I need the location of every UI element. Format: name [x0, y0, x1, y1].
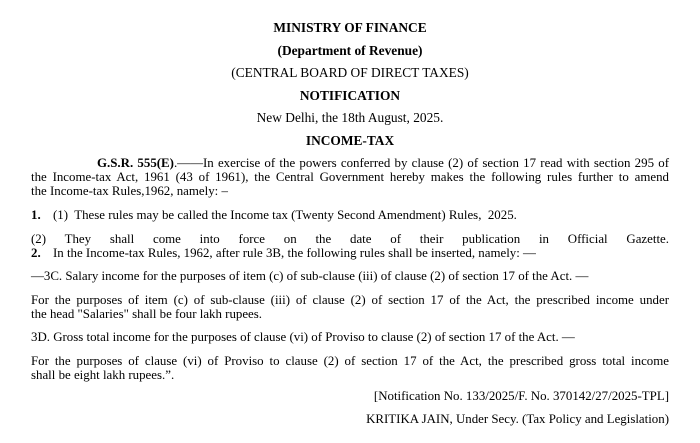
gsr-line-2: the Income-tax Act, 1961 (43 of 1961), the Central Government hereby makes the following rules further to amend — [31, 169, 669, 184]
rule-1-number: 1. — [31, 207, 41, 222]
notification-reference: [Notification No. 133/2025/F. No. 370142/27/2025-TPL] — [373, 388, 669, 403]
signatory-line: KRITIKA JAIN, Under Secy. (Tax Policy and Legislation) — [366, 411, 669, 426]
rule-1-clause-2-and-rule-2 — [31, 232, 669, 260]
ministry-title: MINISTRY OF FINANCE — [273, 20, 427, 35]
gsr-line-3: the Income-tax Rules,1962, namely: – — [31, 183, 228, 198]
department-subtitle: (Department of Revenue) — [277, 42, 423, 58]
document-header — [31, 17, 669, 153]
rule-1-clause-2: (2) They shall come into force on the date of their publication in Official Gazette. — [31, 231, 669, 246]
rule-3c-body-line-1: For the purposes of item (c) of sub-clause (iii) of clause (2) of section 17 of the Act, the prescribed income under — [31, 292, 669, 307]
gsr-line-1 — [31, 156, 669, 170]
rule-2-line — [31, 246, 669, 260]
board-subtitle: (CENTRAL BOARD OF DIRECT TAXES) — [231, 65, 469, 81]
subject-heading: INCOME-TAX — [305, 132, 395, 148]
rule-1-clause-1 — [31, 208, 669, 222]
rule-3c-heading: —3C. Salary income for the purposes of item (c) of sub-clause (iii) of clause (2) of section 17 of the Act. — — [31, 268, 589, 283]
place-date-line: New Delhi, the 18th August, 2025. — [256, 110, 444, 126]
gsr-paragraph — [31, 156, 669, 198]
document-footer — [31, 389, 669, 426]
rule-3c-body-line-2: the head "Salaries" shall be four lakh rupees. — [31, 306, 263, 321]
gsr-number: G.S.R. 555(E) — [97, 155, 174, 170]
rule-3d-body-line-2: shall be eight lakh rupees.”. — [31, 367, 175, 382]
rule-2-text: In the Income-tax Rules, 1962, after rule 3B, the following rules shall be inserted, namely: — — [53, 245, 536, 260]
rule-3c-body — [31, 293, 669, 321]
doc-type-heading: NOTIFICATION — [299, 87, 401, 103]
rule-1-text: (1) These rules may be called the Income tax (Twenty Second Amendment) Rules, 2025. — [53, 207, 517, 222]
gsr-line-1-text: .——In exercise of the powers conferred by clause (2) of section 17 read with section 295 of — [173, 155, 670, 170]
rule-3d-body-line-1: For the purposes of clause (vi) of Proviso to clause (2) of section 17 of the Act, the prescribed gross total income — [31, 353, 669, 368]
rule-3d-heading: 3D. Gross total income for the purposes of clause (vi) of Proviso to clause (2) of section 17 of the Act. — — [31, 329, 575, 344]
rule-2-number: 2. — [31, 245, 41, 260]
rule-3d-body — [31, 354, 669, 382]
